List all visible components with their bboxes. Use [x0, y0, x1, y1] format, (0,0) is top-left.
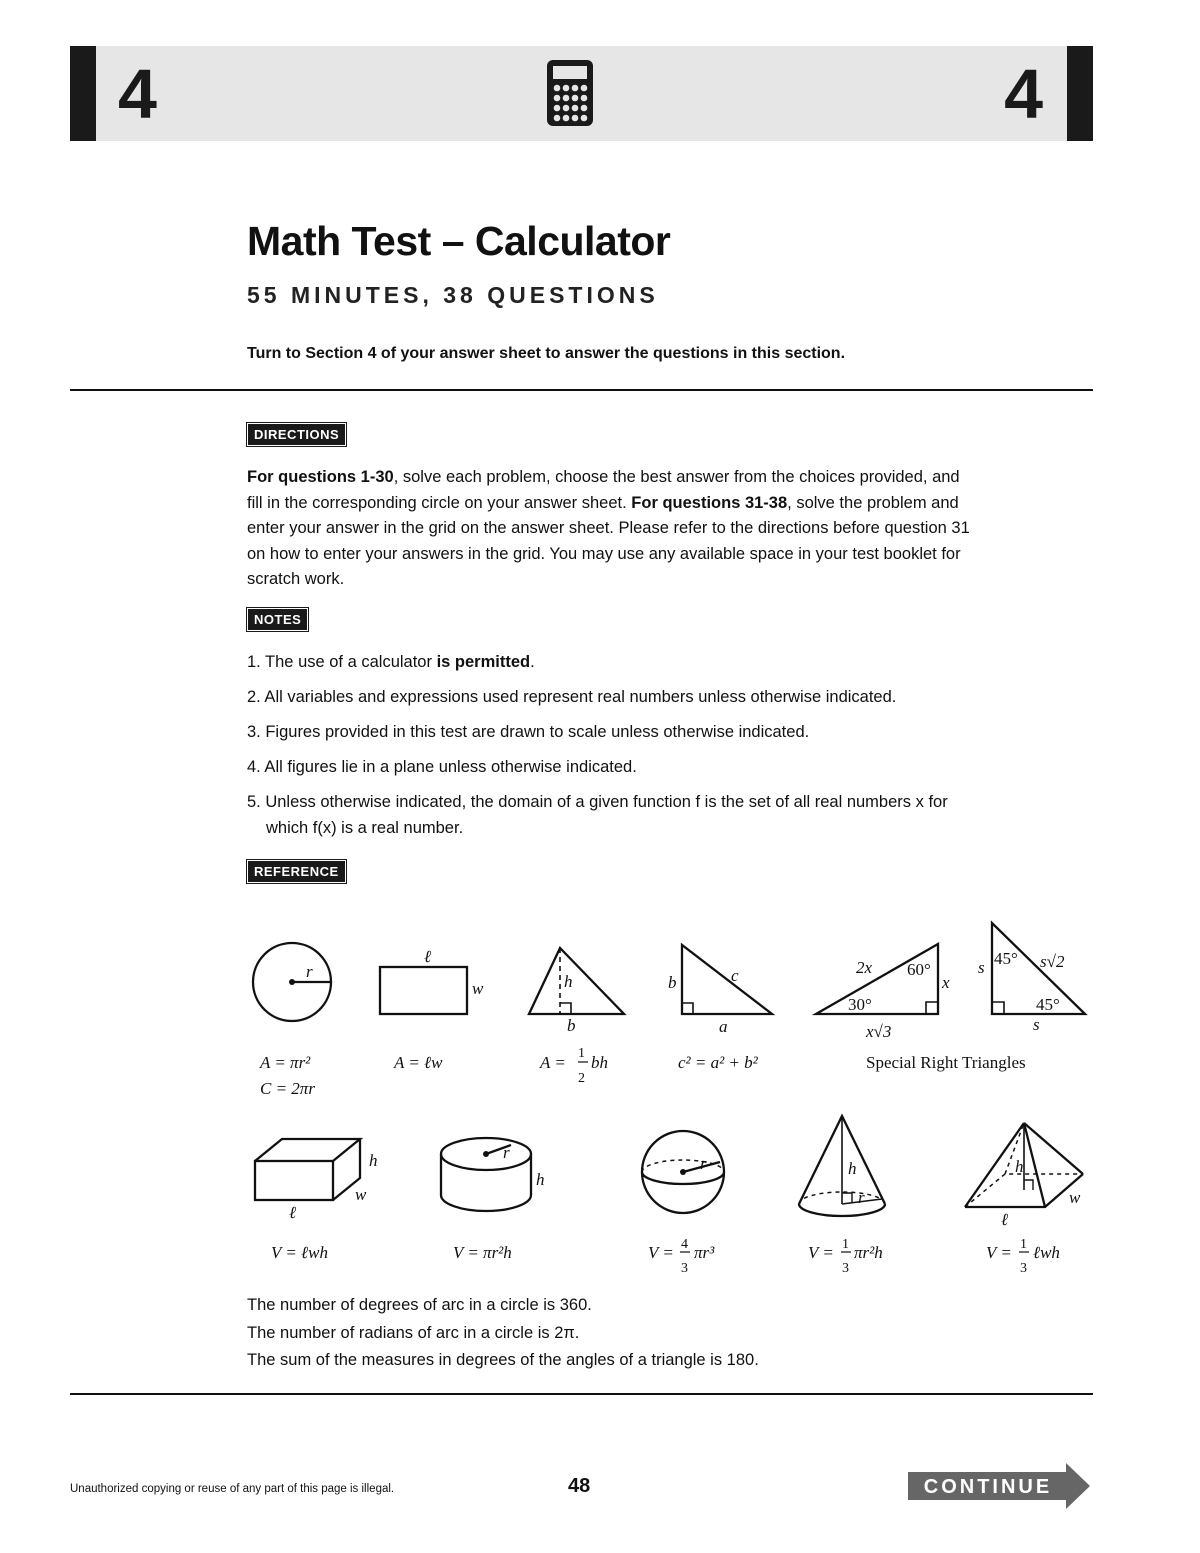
- cylinder-volume-formula: V = πr²h: [453, 1243, 512, 1262]
- answer-sheet-instruction: Turn to Section 4 of your answer sheet to answer the questions in this section.: [247, 345, 846, 362]
- box-width-label: w: [355, 1185, 367, 1204]
- pyramid-volume-denominator: 3: [1020, 1261, 1027, 1276]
- sphere-volume-prefix: V =: [648, 1243, 674, 1262]
- right-triangle-c-label: c: [731, 966, 739, 985]
- special-hyp-label: 2x: [856, 958, 873, 977]
- pythagorean-formula: c² = a² + b²: [678, 1053, 758, 1072]
- reference-facts: [247, 1292, 759, 1375]
- note-5-line-1: 5. Unless otherwise indicated, the domain of a given function f is the set of all real numbers x for: [247, 793, 948, 811]
- cone-radius-label: r: [858, 1188, 865, 1207]
- sphere-volume-denominator: 3: [681, 1261, 688, 1276]
- copyright-notice: Unauthorized copying or reuse of any part of this page is illegal.: [70, 1483, 395, 1495]
- special-45-bottom-label: 45°: [1036, 995, 1060, 1014]
- cone-volume-suffix: πr²h: [854, 1243, 883, 1262]
- special-60-label: 60°: [907, 960, 931, 979]
- note-5-line-2: which f(x) is a real number.: [266, 818, 464, 837]
- cone-height-label: h: [848, 1159, 857, 1178]
- sphere-volume-numerator: 4: [681, 1237, 688, 1252]
- special-s-bottom-label: s: [1033, 1015, 1040, 1034]
- triangle-height-label: h: [564, 972, 573, 991]
- note-item: [247, 790, 1067, 841]
- notes-list: [247, 650, 1067, 851]
- pyramid-volume-numerator: 1: [1020, 1237, 1027, 1252]
- sphere-figure: [642, 1131, 724, 1213]
- directions-q1-text: , solve each problem, choose the best answer from the choices provided, and fill in the corresponding circle on your answer sheet.: [247, 468, 960, 512]
- notes-label: NOTES: [247, 608, 308, 631]
- special-right-triangles-caption: Special Right Triangles: [866, 1053, 1026, 1072]
- cylinder-figure: [441, 1138, 531, 1211]
- box-height-label: h: [369, 1151, 378, 1170]
- circle-radius-label: r: [306, 962, 313, 981]
- right-triangle-a-label: a: [719, 1017, 728, 1036]
- pyramid-length-label: ℓ: [1001, 1210, 1009, 1229]
- special-base-label: x√3: [866, 1022, 892, 1041]
- note-item: [247, 650, 1067, 676]
- triangle-area-prefix: A =: [540, 1053, 566, 1072]
- pyramid-volume-prefix: V =: [986, 1243, 1012, 1262]
- right-black-bar: [1067, 46, 1093, 141]
- cylinder-height-label: h: [536, 1170, 545, 1189]
- rectangle-length-label: ℓ: [424, 947, 432, 966]
- special-x-label: x: [942, 973, 950, 992]
- circle-area-formula: A = πr²: [260, 1053, 311, 1072]
- box-figure: [255, 1139, 360, 1200]
- directions-text: [247, 465, 977, 593]
- box-length-label: ℓ: [289, 1203, 297, 1222]
- sphere-volume-suffix: πr³: [694, 1243, 715, 1262]
- time-and-question-count: 55 MINUTES, 38 QUESTIONS: [247, 282, 659, 308]
- pyramid-height-label: h: [1015, 1157, 1024, 1176]
- directions-q2-text: , solve the problem and enter your answer in the grid on the answer sheet. Please refer to the directions before question 31 on how to enter your answers in the grid. You may use any available space in your test booklet for scratch work.: [247, 493, 970, 588]
- page-number: 48: [568, 1475, 591, 1497]
- left-black-bar: [70, 46, 96, 141]
- special-45-45-90-figure: [992, 923, 1085, 1014]
- top-divider: [70, 389, 1093, 391]
- triangle-area-suffix: bh: [591, 1053, 608, 1072]
- note-1-suffix: .: [530, 653, 535, 671]
- calculator-icon: [545, 58, 595, 128]
- special-s-left-label: s: [978, 958, 985, 977]
- bottom-divider: [70, 1393, 1093, 1395]
- directions-label: DIRECTIONS: [247, 423, 346, 446]
- cone-volume-numerator: 1: [842, 1237, 849, 1252]
- continue-button[interactable]: CONTINUE: [923, 1476, 1053, 1498]
- note-item: 4. All figures lie in a plane unless otherwise indicated.: [247, 758, 637, 776]
- special-45-top-label: 45°: [994, 949, 1018, 968]
- directions-q1-range: For questions 1-30: [247, 468, 394, 486]
- section-number-right: 4: [1004, 55, 1043, 133]
- note-item: 3. Figures provided in this test are drawn to scale unless otherwise indicated.: [247, 723, 810, 741]
- right-triangle-b-label: b: [668, 973, 677, 992]
- page-title: Math Test – Calculator: [247, 218, 671, 264]
- rectangle-figure: [380, 967, 467, 1014]
- box-volume-formula: V = ℓwh: [271, 1243, 328, 1262]
- reference-label: REFERENCE: [247, 860, 346, 883]
- triangle-area-denominator: 2: [578, 1071, 585, 1086]
- directions-q2-range: For questions 31-38: [631, 493, 788, 512]
- rectangle-area-formula: A = ℓw: [394, 1053, 443, 1072]
- special-30-60-90-figure: [816, 944, 938, 1014]
- special-hyp-s-label: s√2: [1040, 952, 1065, 971]
- special-30-label: 30°: [848, 995, 872, 1014]
- sphere-radius-label: r: [700, 1154, 707, 1173]
- triangle-area-numerator: 1: [578, 1046, 585, 1061]
- fact-degrees-in-circle: The number of degrees of arc in a circle is 360.: [247, 1296, 592, 1314]
- note-1-prefix: 1. The use of a calculator: [247, 653, 437, 671]
- pyramid-volume-suffix: ℓwh: [1033, 1243, 1060, 1262]
- cone-volume-denominator: 3: [842, 1261, 849, 1276]
- pyramid-figure: [965, 1123, 1083, 1207]
- section-header-band: [70, 46, 1093, 141]
- fact-triangle-angle-sum: The sum of the measures in degrees of the angles of a triangle is 180.: [247, 1351, 759, 1369]
- cylinder-radius-label: r: [503, 1143, 510, 1162]
- note-1-bold: is permitted: [436, 653, 531, 671]
- pyramid-width-label: w: [1069, 1188, 1081, 1207]
- triangle-figure: [529, 948, 624, 1014]
- right-triangle-figure: [682, 945, 772, 1014]
- cone-figure: [799, 1116, 885, 1216]
- triangle-base-label: b: [567, 1016, 576, 1035]
- fact-radians-in-circle: The number of radians of arc in a circle is 2π.: [247, 1323, 580, 1342]
- section-number-left: 4: [118, 55, 157, 133]
- circle-figure: [253, 943, 331, 1021]
- rectangle-width-label: w: [472, 979, 484, 998]
- cone-volume-prefix: V =: [808, 1243, 834, 1262]
- circle-circumference-formula: C = 2πr: [260, 1079, 315, 1098]
- note-item: 2. All variables and expressions used represent real numbers unless otherwise indicated.: [247, 688, 897, 706]
